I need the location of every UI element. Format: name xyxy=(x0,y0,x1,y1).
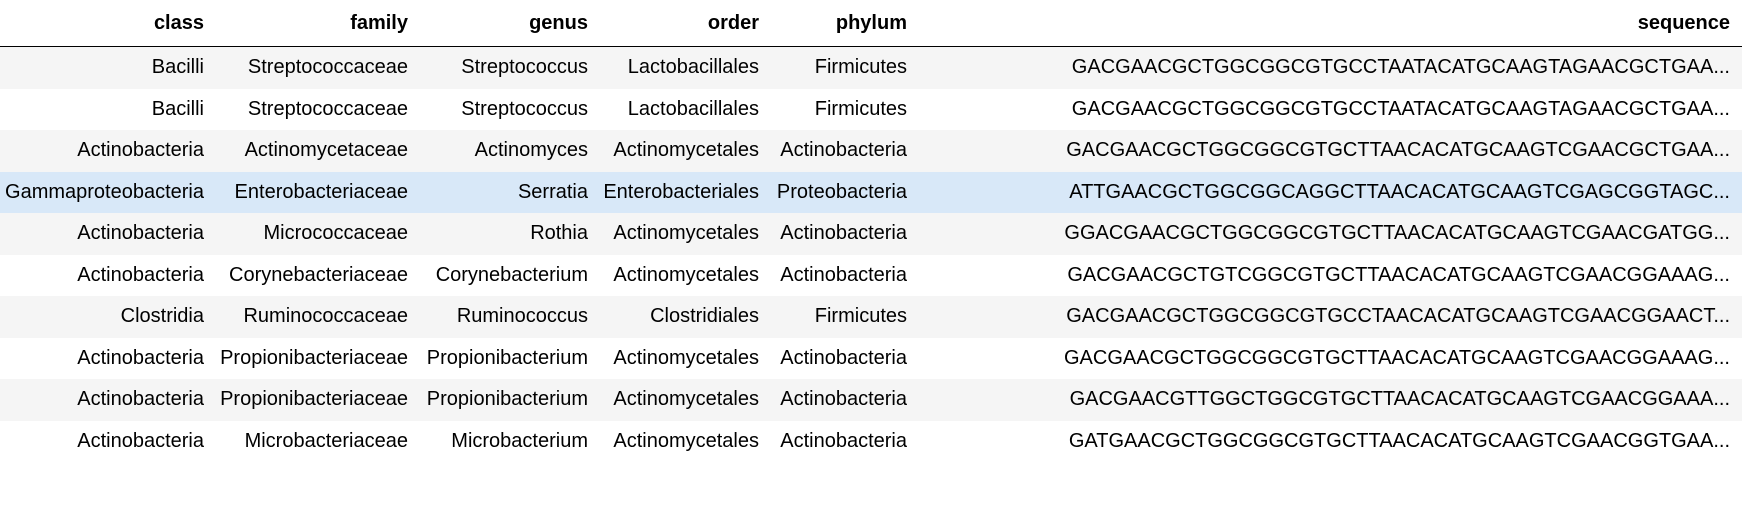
sequence-text: GACGAACGCTGGCGGCGTGCTTAACACATGCAAGTCGAACGCTGAA... xyxy=(1066,139,1730,162)
cell-class: Actinobacteria xyxy=(77,346,204,369)
sequence-text: GACGAACGCTGGCGGCGTGCTTAACACATGCAAGTCGAACGGAAAG... xyxy=(1064,346,1730,369)
cell-class: Actinobacteria xyxy=(77,222,204,245)
column-header-genus: genus xyxy=(420,0,600,47)
column-header-family: family xyxy=(216,0,420,47)
table-row[interactable] xyxy=(0,338,1742,380)
sequence-text: GATGAACGCTGGCGGCGTGCTTAACACATGCAAGTCGAACGGTGAA... xyxy=(1068,429,1730,452)
cell-order: Actinomycetales xyxy=(613,139,759,162)
cell-genus: Streptococcus xyxy=(461,56,588,79)
cell-family: Streptococcaceae xyxy=(247,56,408,79)
cell-phylum: Actinobacteria xyxy=(780,222,907,245)
cell-order: Actinomycetales xyxy=(613,263,759,286)
cell-order: Lactobacillales xyxy=(627,97,759,120)
cell-sequence xyxy=(919,130,1742,172)
column-header-class: class xyxy=(0,0,216,47)
cell-order: Actinomycetales xyxy=(613,222,759,245)
table-row[interactable] xyxy=(0,255,1742,297)
sequence-text: GACGAACGCTGGCGGCGTGCCTAATACATGCAAGTAGAACGCTGAA... xyxy=(1071,97,1730,120)
cell-phylum: Firmicutes xyxy=(814,97,907,120)
column-header-order: order xyxy=(600,0,771,47)
table-row[interactable] xyxy=(0,130,1742,172)
cell-class: Gammaproteobacteria xyxy=(5,180,204,203)
sequence-text: GACGAACGTTGGCTGGCGTGCTTAACACATGCAAGTCGAACGGAAA... xyxy=(1069,388,1730,411)
cell-class: Actinobacteria xyxy=(77,263,204,286)
cell-genus: Streptococcus xyxy=(461,97,588,120)
sequence-text: GACGAACGCTGGCGGCGTGCCTAACACATGCAAGTCGAACGGAACT... xyxy=(1066,305,1730,328)
cell-sequence xyxy=(919,296,1742,338)
table-row[interactable] xyxy=(0,89,1742,131)
sequence-text: GACGAACGCTGGCGGCGTGCCTAATACATGCAAGTAGAACGCTGAA... xyxy=(1071,56,1730,79)
cell-class: Bacilli xyxy=(151,97,204,120)
table-row[interactable] xyxy=(0,47,1742,89)
cell-class: Actinobacteria xyxy=(77,429,204,452)
cell-phylum: Actinobacteria xyxy=(780,388,907,411)
cell-genus: Serratia xyxy=(517,180,588,203)
cell-sequence xyxy=(919,421,1742,463)
cell-family: Microbacteriaceae xyxy=(244,429,408,452)
cell-family: Streptococcaceae xyxy=(247,97,408,120)
cell-order: Lactobacillales xyxy=(627,56,759,79)
cell-order: Enterobacteriales xyxy=(603,180,759,203)
header-row xyxy=(0,0,1742,47)
cell-phylum: Firmicutes xyxy=(814,56,907,79)
cell-class: Actinobacteria xyxy=(77,139,204,162)
sequence-text: GACGAACGCTGTCGGCGTGCTTAACACATGCAAGTCGAACGGAAAG... xyxy=(1067,263,1730,286)
cell-genus: Corynebacterium xyxy=(435,263,588,286)
cell-phylum: Actinobacteria xyxy=(780,263,907,286)
cell-family: Micrococcaceae xyxy=(263,222,408,245)
cell-sequence xyxy=(919,213,1742,255)
cell-order: Actinomycetales xyxy=(613,346,759,369)
cell-genus: Rothia xyxy=(530,222,588,245)
cell-family: Propionibacteriaceae xyxy=(220,388,408,411)
cell-genus: Propionibacterium xyxy=(426,346,588,369)
cell-class: Clostridia xyxy=(120,305,204,328)
cell-phylum: Proteobacteria xyxy=(776,180,907,203)
table-row[interactable] xyxy=(0,213,1742,255)
sequence-text: GGACGAACGCTGGCGGCGTGCTTAACACATGCAAGTCGAACGATGG... xyxy=(1064,222,1730,245)
cell-genus: Microbacterium xyxy=(451,429,588,452)
table-body xyxy=(0,47,1742,463)
cell-family: Actinomycetaceae xyxy=(244,139,408,162)
cell-order: Actinomycetales xyxy=(613,429,759,452)
cell-phylum: Firmicutes xyxy=(814,305,907,328)
cell-class: Actinobacteria xyxy=(77,388,204,411)
cell-phylum: Actinobacteria xyxy=(780,139,907,162)
cell-sequence xyxy=(919,172,1742,214)
cell-sequence xyxy=(919,338,1742,380)
cell-genus: Actinomyces xyxy=(474,139,588,162)
cell-family: Enterobacteriaceae xyxy=(234,180,408,203)
cell-family: Propionibacteriaceae xyxy=(220,346,408,369)
column-header-phylum: phylum xyxy=(771,0,919,47)
table-header xyxy=(0,0,1742,47)
cell-genus: Ruminococcus xyxy=(456,305,588,328)
cell-phylum: Actinobacteria xyxy=(780,346,907,369)
sequence-text: ATTGAACGCTGGCGGCAGGCTTAACACATGCAAGTCGAGCGGTAGC... xyxy=(1069,180,1730,203)
cell-phylum: Actinobacteria xyxy=(780,429,907,452)
table-row-highlighted[interactable] xyxy=(0,172,1742,214)
cell-family: Ruminococcaceae xyxy=(243,305,408,328)
cell-family: Corynebacteriaceae xyxy=(229,263,408,286)
cell-order: Actinomycetales xyxy=(613,388,759,411)
table-row[interactable] xyxy=(0,296,1742,338)
table-row[interactable] xyxy=(0,379,1742,421)
cell-class: Bacilli xyxy=(151,56,204,79)
cell-sequence xyxy=(919,47,1742,89)
cell-sequence xyxy=(919,255,1742,297)
cell-sequence xyxy=(919,89,1742,131)
table-row[interactable] xyxy=(0,421,1742,463)
cell-genus: Propionibacterium xyxy=(426,388,588,411)
cell-order: Clostridiales xyxy=(650,305,759,328)
cell-sequence xyxy=(919,379,1742,421)
column-header-sequence: sequence xyxy=(919,0,1742,47)
